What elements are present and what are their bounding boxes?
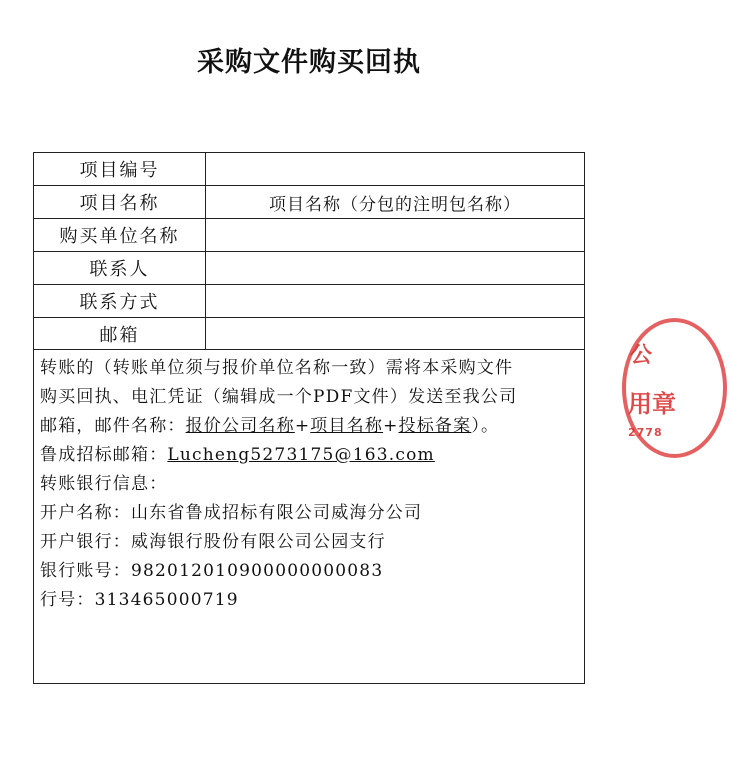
mail-subject-project: 项目名称 [310,416,384,436]
value-contact-method[interactable] [206,285,584,317]
email-label: 鲁成招标邮箱： [40,445,168,465]
page-title: 采购文件购买回执 [197,47,421,78]
seal-ring [622,318,727,458]
value-project-number[interactable] [206,153,584,185]
mail-subject-company: 报价公司名称 [185,416,295,436]
instruction-prefix: 邮箱，邮件名称： [40,416,186,436]
account-number: 银行账号：982012010900000000083 [40,561,384,581]
row-contact-method [34,285,584,318]
label-contact-person: 联系人 [34,252,206,284]
row-project-number [34,153,584,186]
company-seal [622,318,732,468]
seal-text-mid: 用章 [628,390,676,418]
value-project-name[interactable]: 项目名称（分包的注明包名称） [269,194,521,215]
plus-sign: + [383,416,399,436]
label-project-name: 项目名称 [34,186,206,218]
account-name: 开户名称：山东省鲁成招标有限公司威海分公司 [40,503,423,523]
value-contact-person[interactable] [206,252,584,284]
instruction-line: 购买回执、电汇凭证（编辑成一个PDF文件）发送至我公司 [40,387,518,407]
label-project-number: 项目编号 [34,153,206,185]
instruction-suffix: ）。 [471,416,500,436]
instruction-line: 转账的（转账单位须与报价单位名称一致）需将本采购文件 [40,358,514,378]
value-email[interactable] [206,318,584,349]
email-line [40,441,576,470]
row-project-name [34,186,584,219]
label-purchaser: 购买单位名称 [34,219,206,251]
label-contact-method: 联系方式 [34,285,206,317]
bank-code: 行号：313465000719 [40,590,239,610]
instructions [34,350,584,615]
bank-name: 开户银行：威海银行股份有限公司公园支行 [40,532,386,552]
seal-digits: 2778 [628,426,663,439]
receipt-form [33,152,585,684]
row-purchaser [34,219,584,252]
mail-subject-filing: 投标备案 [398,416,472,436]
instruction-line [40,412,576,441]
email-link[interactable]: Lucheng5273175@163.com [167,445,435,465]
seal-text-top: 公 [630,343,653,368]
bank-info-label: 转账银行信息： [40,474,168,494]
value-purchaser[interactable] [206,219,584,251]
label-email: 邮箱 [34,318,206,349]
row-contact-person [34,252,584,285]
plus-sign: + [294,416,311,436]
row-email [34,318,584,350]
